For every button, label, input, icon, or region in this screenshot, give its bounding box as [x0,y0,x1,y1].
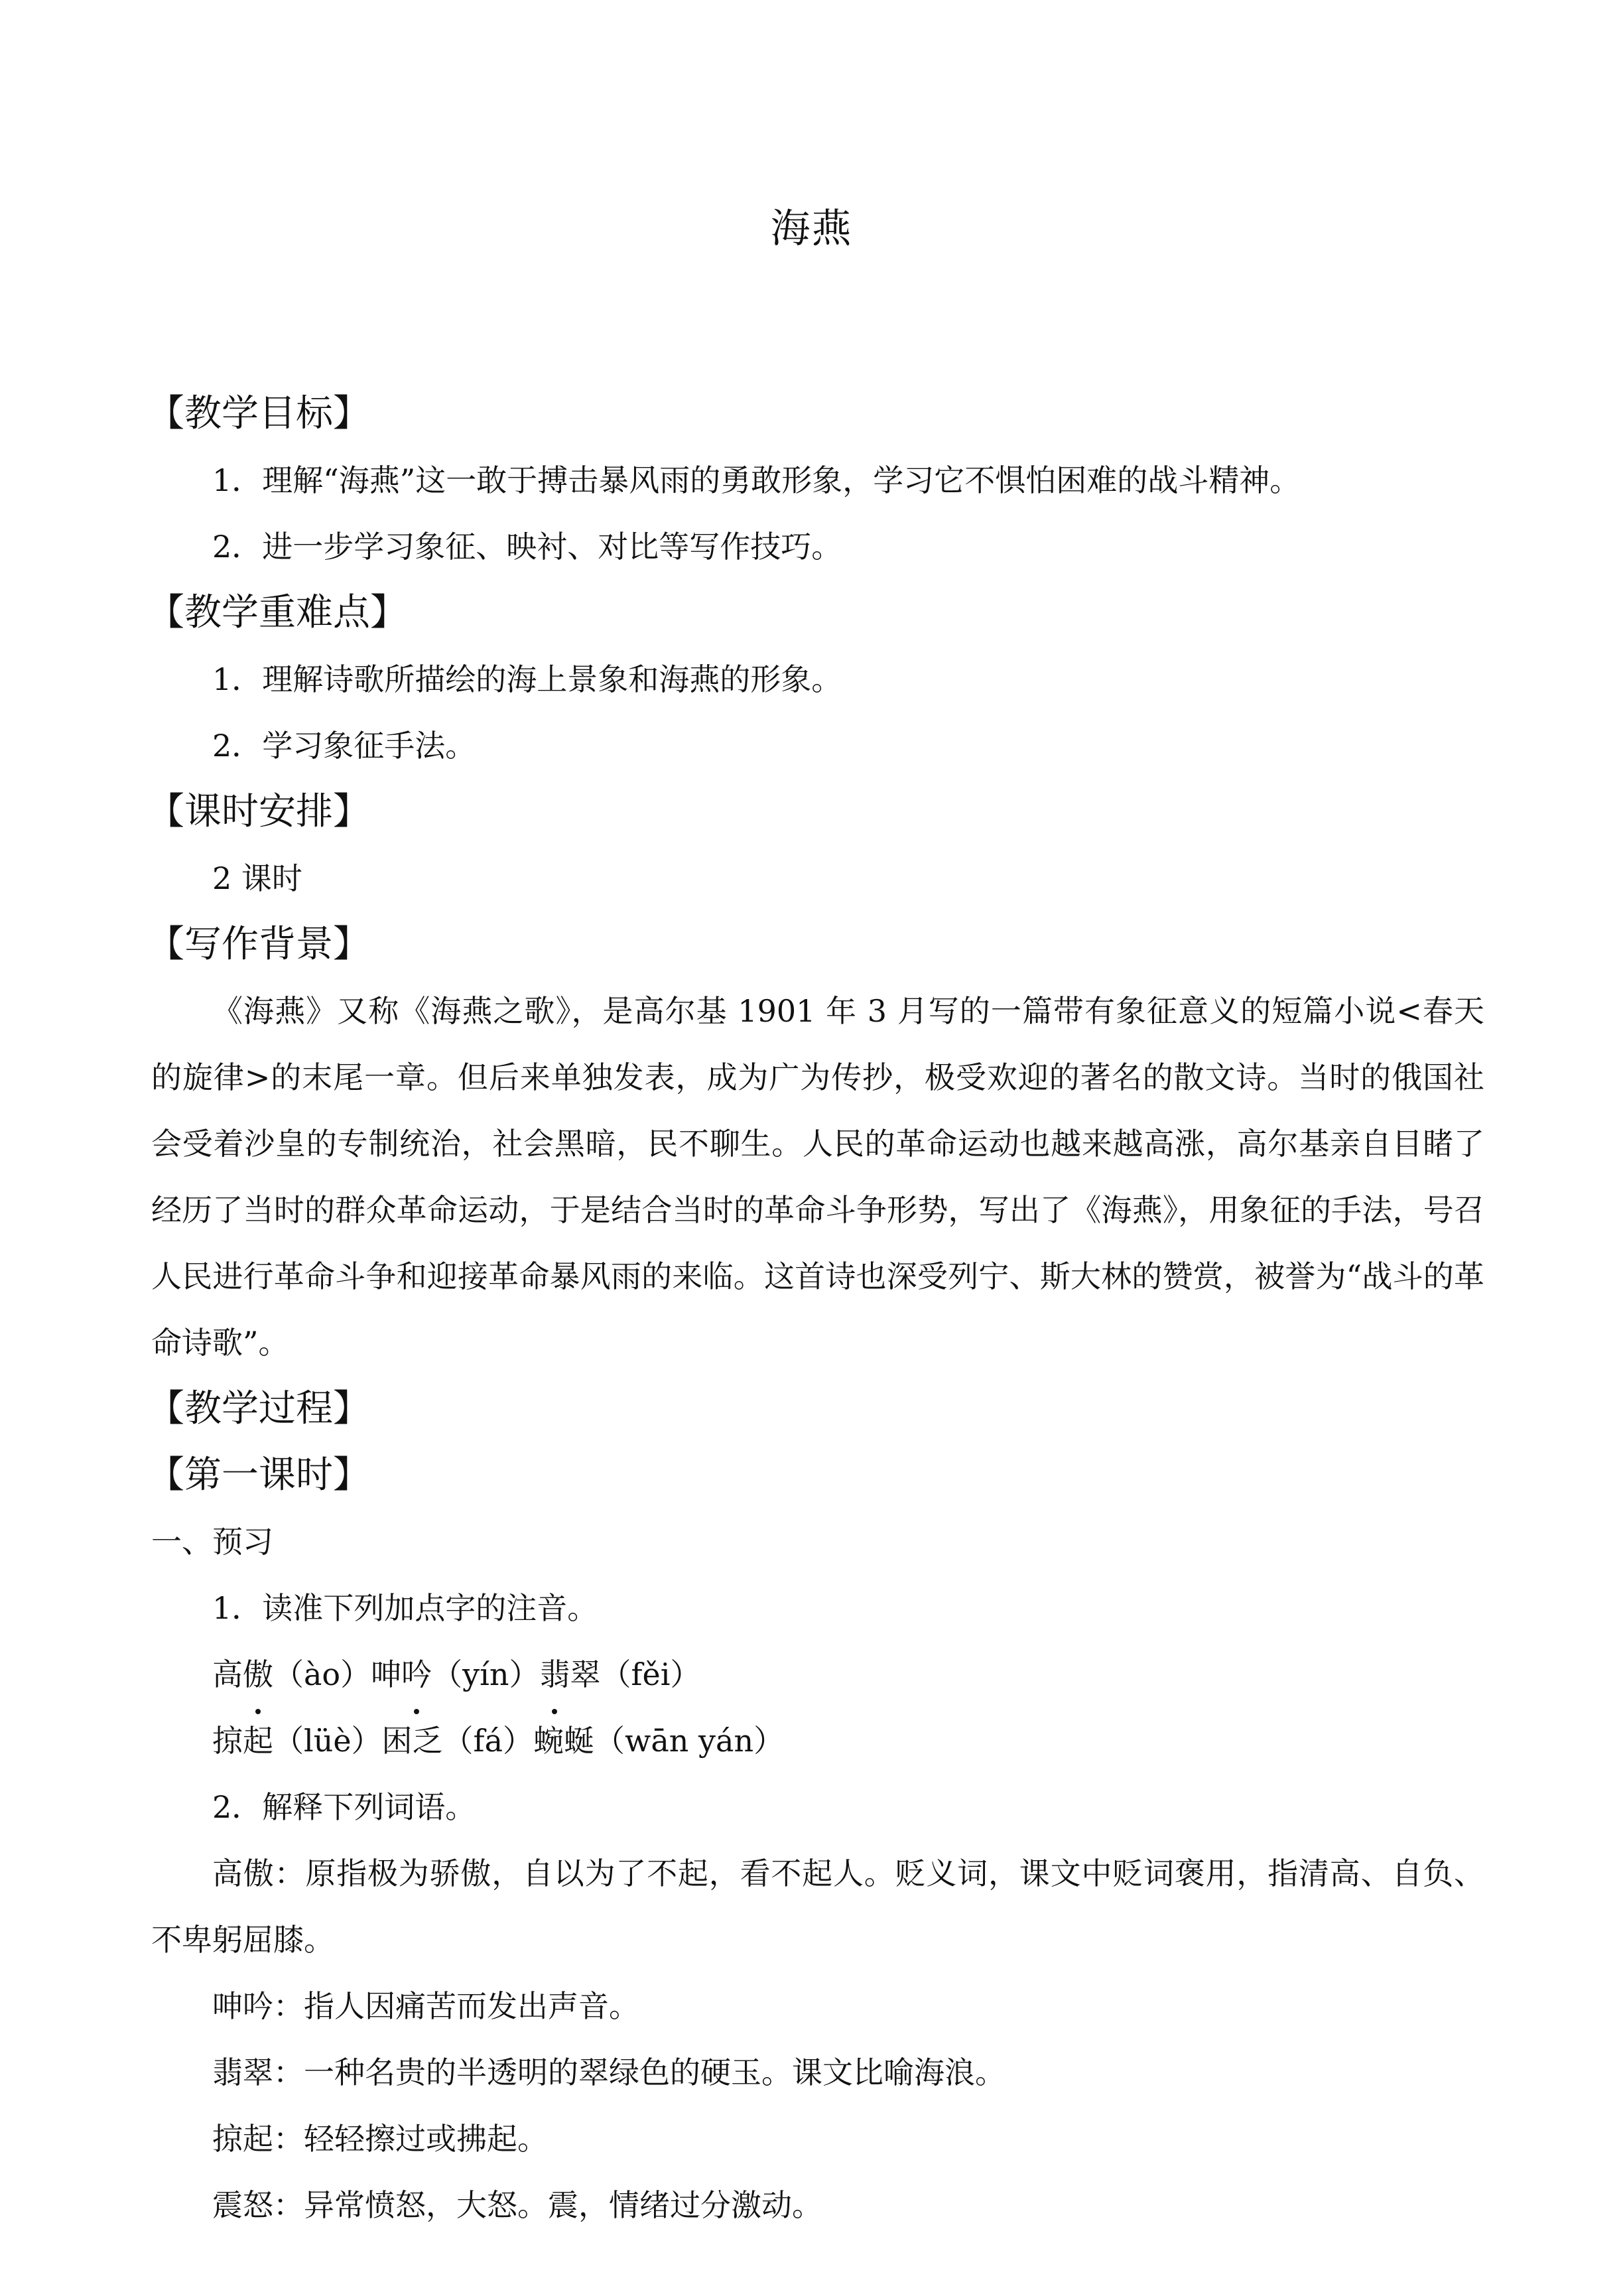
question-1: 1．读准下列加点字的注音。 [212,1590,598,1626]
section-heading-key: 【教学重难点】 [147,591,407,634]
word-char: 翠 [570,1656,601,1692]
schedule-text: 2 课时 [212,860,302,896]
term-definition: 呻吟：指人因痛苦而发出声音。 [212,1988,639,2024]
word-char: 高 [212,1656,243,1692]
section-heading-background: 【写作背景】 [147,923,370,966]
goal-item: 2．进一步学习象征、映衬、对比等写作技巧。 [212,529,842,565]
pinyin-text: （yín） [432,1656,540,1692]
key-item: 2．学习象征手法。 [212,728,476,764]
term-definition: 高傲：原指极为骄傲，自以为了不起，看不起人。贬义词，课文中贬词褒用，指清高、自负、不卑躬屈膝。 [151,1856,1484,1958]
question-2: 2．解释下列词语。 [212,1789,476,1825]
term-definition: 翡翠：一种名贵的半透明的翠绿色的硬玉。课文比喻海浪。 [212,2055,1006,2090]
term-definition: 掠起：轻轻擦过或拂起。 [212,2121,548,2157]
background-paragraph: 《海燕》又称《海燕之歌》，是高尔基 1901 年 3 月写的一篇带有象征意义的短篇小说<春天的旋律>的末尾一章。但后来单独发表，成为广为传抄，极受欢迎的著名的散文诗。当时的俄国社会受着沙皇的专制统治，社会黑暗，民不聊生。人民的革命运动也越来越高涨，高尔基亲自目睹了经历了当时的群众革命运动，于是结合当时的革命斗争形势，写出了《海燕》，用象征的手法，号召人民进行革命斗争和迎接革命暴风雨的来临。这首诗也深受列宁、斯大林的赞赏，被誉为“战斗的革命诗歌”。 [151,993,1484,1361]
goal-item: 1．理解“海燕”这一敢于搏击暴风雨的勇敢形象，学习它不惧怕困难的战斗精神。 [212,462,1301,498]
pinyin-line-2: 掠起（lüè）困乏（fá）蜿蜒（wān yán） [212,1723,785,1759]
document-body [147,381,1484,2238]
preview-label: 一、预习 [151,1524,273,1560]
dotted-char: 吟 [401,1641,432,1708]
document-title: 海燕 [770,206,853,252]
dotted-char: 翡 [539,1641,570,1708]
word-char: 呻 [371,1656,402,1692]
key-item: 1．理解诗歌所描绘的海上景象和海燕的形象。 [212,661,842,697]
section-heading-schedule: 【课时安排】 [147,790,370,833]
dotted-char: 傲 [243,1641,273,1708]
section-heading-process: 【教学过程】 [147,1387,370,1430]
pinyin-text: （fěi） [600,1656,701,1692]
term-definition: 震怒：异常愤怒，大怒。震，情绪过分激动。 [212,2187,822,2223]
section-heading-goals: 【教学目标】 [147,392,370,435]
section-heading-lesson1: 【第一课时】 [147,1453,370,1497]
pinyin-text: （ào） [273,1656,371,1692]
pinyin-line-1 [151,1641,1484,1708]
